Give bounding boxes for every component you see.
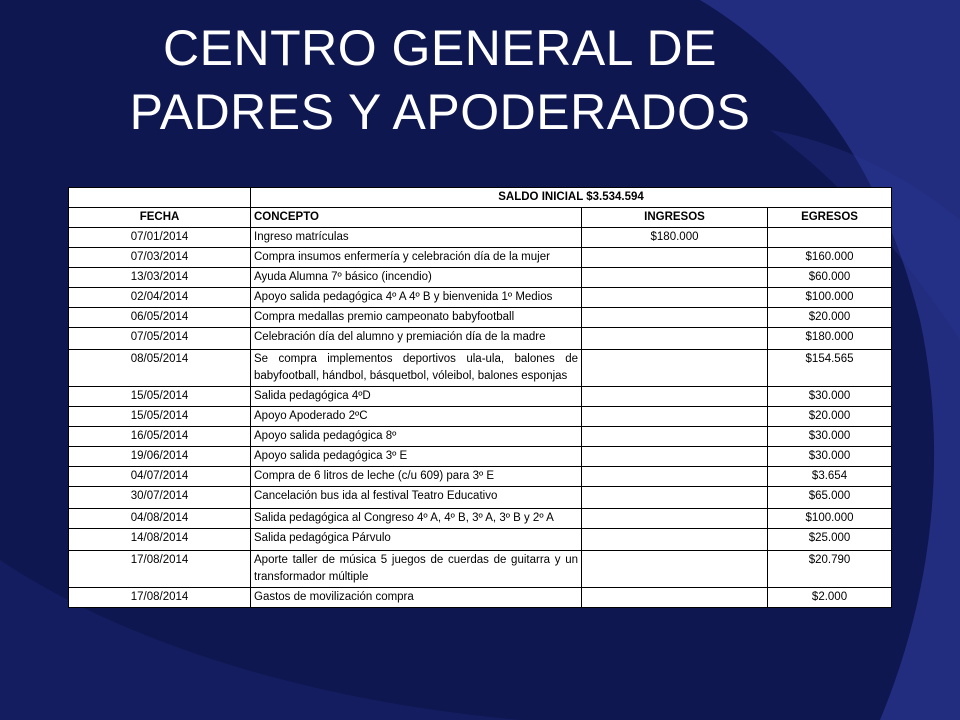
- table-row: [69, 268, 892, 288]
- cell-egreso: $3.654: [768, 467, 892, 487]
- cell-egreso: [768, 228, 892, 248]
- cell-concepto: Compra de 6 litros de leche (c/u 609) para 3º E: [251, 467, 582, 487]
- table-row: [69, 447, 892, 467]
- cell-ingreso: [582, 248, 768, 268]
- cell-ingreso: [582, 407, 768, 427]
- cell-egreso: $154.565: [768, 350, 892, 387]
- cell-ingreso: [582, 427, 768, 447]
- table-row: [69, 487, 892, 509]
- cell-fecha: 19/06/2014: [69, 447, 251, 467]
- cell-fecha: 08/05/2014: [69, 350, 251, 387]
- cell-fecha: 07/05/2014: [69, 328, 251, 350]
- cell-ingreso: [582, 467, 768, 487]
- table-row: [69, 427, 892, 447]
- page-title: [0, 16, 880, 144]
- cell-concepto: Salida pedagógica al Congreso 4º A, 4º B, 3º A, 3º B y 2º A: [251, 509, 582, 529]
- cell-ingreso: [582, 487, 768, 509]
- cell-fecha: 30/07/2014: [69, 487, 251, 509]
- cell-fecha: 17/08/2014: [69, 551, 251, 588]
- cell-concepto: Compra medallas premio campeonato babyfootball: [251, 308, 582, 328]
- cell-ingreso: [582, 509, 768, 529]
- cell-ingreso: $180.000: [582, 228, 768, 248]
- header-ingresos: INGRESOS: [582, 208, 768, 228]
- cell-egreso: $20.790: [768, 551, 892, 588]
- cell-fecha: 04/07/2014: [69, 467, 251, 487]
- cell-egreso: $30.000: [768, 387, 892, 407]
- table-row: [69, 588, 892, 608]
- cell-egreso: $100.000: [768, 509, 892, 529]
- cell-fecha: 06/05/2014: [69, 308, 251, 328]
- table-row: [69, 288, 892, 308]
- cell-ingreso: [582, 551, 768, 588]
- cell-fecha: 15/05/2014: [69, 387, 251, 407]
- saldo-inicial-row: [69, 188, 892, 208]
- cell-egreso: $160.000: [768, 248, 892, 268]
- cell-concepto: Ayuda Alumna 7º básico (incendio): [251, 268, 582, 288]
- table-row: [69, 248, 892, 268]
- finance-table-body: [69, 188, 892, 608]
- cell-egreso: $60.000: [768, 268, 892, 288]
- cell-fecha: 16/05/2014: [69, 427, 251, 447]
- title-line-2: PADRES Y APODERADOS: [129, 84, 751, 140]
- table-row: [69, 387, 892, 407]
- cell-concepto: Cancelación bus ida al festival Teatro Educativo: [251, 487, 582, 509]
- finance-table: [68, 187, 892, 608]
- table-header-row: [69, 208, 892, 228]
- cell-egreso: $100.000: [768, 288, 892, 308]
- table-row: [69, 551, 892, 588]
- cell-concepto: Apoyo salida pedagógica 4º A 4º B y bienvenida 1º Medios: [251, 288, 582, 308]
- cell-concepto: Salida pedagógica 4ºD: [251, 387, 582, 407]
- cell-concepto: Ingreso matrículas: [251, 228, 582, 248]
- cell-fecha: 07/03/2014: [69, 248, 251, 268]
- cell-ingreso: [582, 308, 768, 328]
- table-row: [69, 509, 892, 529]
- cell-egreso: $65.000: [768, 487, 892, 509]
- table-row: [69, 328, 892, 350]
- table-row: [69, 467, 892, 487]
- cell-egreso: $180.000: [768, 328, 892, 350]
- cell-egreso: $25.000: [768, 529, 892, 551]
- saldo-inicial: SALDO INICIAL $3.534.594: [251, 188, 892, 208]
- header-egresos: EGRESOS: [768, 208, 892, 228]
- table-row: [69, 407, 892, 427]
- cell-fecha: 13/03/2014: [69, 268, 251, 288]
- cell-egreso: $20.000: [768, 407, 892, 427]
- table-row: [69, 308, 892, 328]
- table-row: [69, 350, 892, 387]
- cell-ingreso: [582, 350, 768, 387]
- cell-ingreso: [582, 387, 768, 407]
- cell-egreso: $30.000: [768, 447, 892, 467]
- cell-egreso: $30.000: [768, 427, 892, 447]
- cell-concepto: Aporte taller de música 5 juegos de cuerdas de guitarra y un transformador múltiple: [251, 551, 582, 588]
- cell-ingreso: [582, 288, 768, 308]
- cell-fecha: 17/08/2014: [69, 588, 251, 608]
- cell-egreso: $20.000: [768, 308, 892, 328]
- cell-concepto: Compra insumos enfermería y celebración día de la mujer: [251, 248, 582, 268]
- cell-fecha: 07/01/2014: [69, 228, 251, 248]
- cell-fecha: 02/04/2014: [69, 288, 251, 308]
- cell-ingreso: [582, 328, 768, 350]
- cell-egreso: $2.000: [768, 588, 892, 608]
- cell-ingreso: [582, 268, 768, 288]
- finance-table-container: [68, 187, 891, 608]
- cell-concepto: Apoyo salida pedagógica 3º E: [251, 447, 582, 467]
- header-fecha: FECHA: [69, 208, 251, 228]
- saldo-empty-cell: [69, 188, 251, 208]
- cell-concepto: Celebración día del alumno y premiación día de la madre: [251, 328, 582, 350]
- cell-ingreso: [582, 588, 768, 608]
- cell-fecha: 04/08/2014: [69, 509, 251, 529]
- cell-fecha: 14/08/2014: [69, 529, 251, 551]
- cell-concepto: Se compra implementos deportivos ula-ula, balones de babyfootball, hándbol, básquetbol, vóleibol, balones esponjas: [251, 350, 582, 387]
- cell-concepto: Apoyo Apoderado 2ºC: [251, 407, 582, 427]
- cell-concepto: Salida pedagógica Párvulo: [251, 529, 582, 551]
- cell-concepto: Apoyo salida pedagógica 8º: [251, 427, 582, 447]
- header-concepto: CONCEPTO: [251, 208, 582, 228]
- cell-fecha: 15/05/2014: [69, 407, 251, 427]
- cell-ingreso: [582, 529, 768, 551]
- title-line-1: CENTRO GENERAL DE: [163, 20, 717, 76]
- table-row: [69, 228, 892, 248]
- cell-concepto: Gastos de movilización compra: [251, 588, 582, 608]
- cell-ingreso: [582, 447, 768, 467]
- table-row: [69, 529, 892, 551]
